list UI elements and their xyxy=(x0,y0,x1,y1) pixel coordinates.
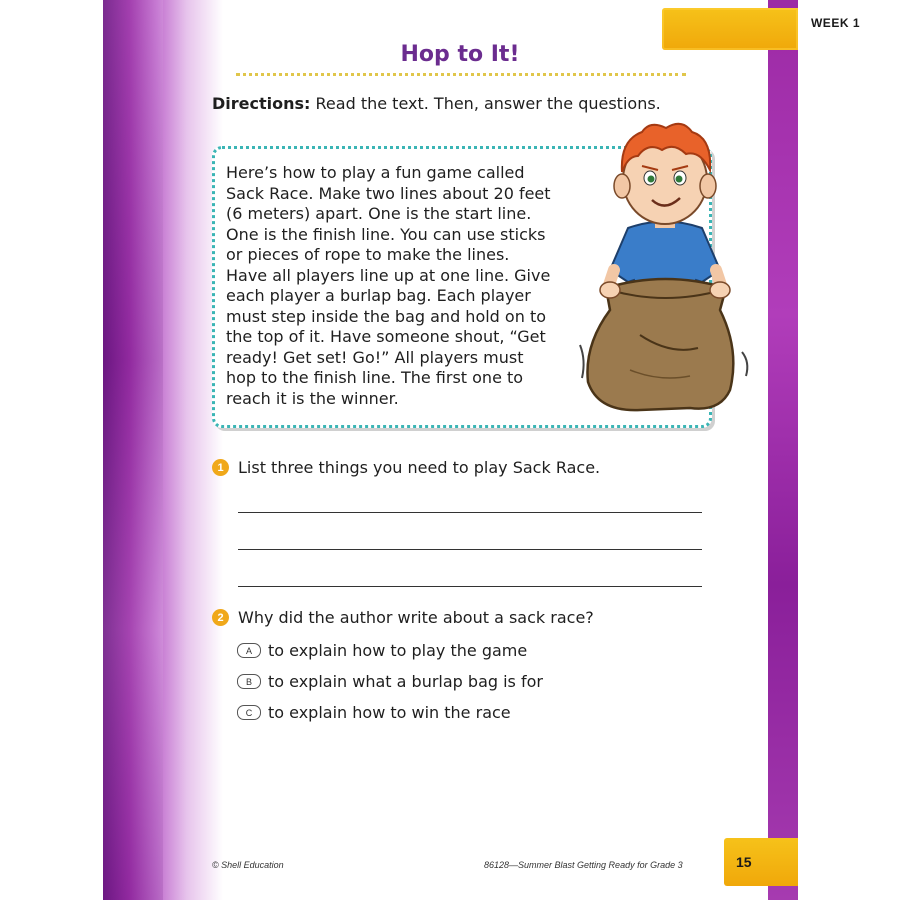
page-number: 15 xyxy=(736,854,752,870)
answer-bubble-c[interactable]: C xyxy=(237,705,261,720)
answer-line-3[interactable] xyxy=(238,586,702,587)
question-1 xyxy=(212,458,600,477)
choice-c-text: to explain how to win the race xyxy=(268,703,511,722)
answer-bubble-b[interactable]: B xyxy=(237,674,261,689)
passage-line: or pieces of rope to make the lines. xyxy=(226,245,510,264)
passage-line: One is the finish line. You can use sticks xyxy=(226,224,546,244)
page-title: Hop to It! xyxy=(400,42,520,67)
passage-line: reach it is the winner. xyxy=(226,388,399,408)
answer-bubble-a[interactable]: A xyxy=(237,643,261,658)
passage-line: Have all players line up at one line. Give xyxy=(226,265,551,285)
choice-b-text: to explain what a burlap bag is for xyxy=(268,672,543,691)
question-2-text: Why did the author write about a sack race? xyxy=(238,608,594,627)
week-label: WEEK 1 xyxy=(810,16,860,30)
boy-in-sack-illustration xyxy=(570,120,760,420)
left-purple-band xyxy=(103,0,223,900)
passage-line: ready! Get set! Go!” All players must xyxy=(226,347,524,367)
directions-text: Read the text. Then, answer the questions. xyxy=(315,94,661,113)
choice-a[interactable] xyxy=(237,641,527,660)
title-divider xyxy=(236,73,686,76)
answer-line-2[interactable] xyxy=(238,549,702,550)
passage xyxy=(226,163,578,409)
directions-label: Directions: xyxy=(212,94,311,113)
question-2 xyxy=(212,608,594,627)
passage-line: each player a burlap bag. Each player xyxy=(226,286,531,305)
passage-line: (6 meters) apart. One is the start line. xyxy=(226,204,532,223)
right-purple-band xyxy=(768,0,798,900)
choice-b[interactable] xyxy=(237,672,543,691)
question-1-text: List three things you need to play Sack Race. xyxy=(238,458,601,477)
passage-line: the top of it. Have someone shout, “Get xyxy=(226,327,546,346)
question-number-badge: 1 xyxy=(212,459,229,476)
passage-line: Here’s how to play a fun game called xyxy=(226,163,525,182)
choice-a-text: to explain how to play the game xyxy=(268,641,528,660)
footer-book-title: 86128—Summer Blast Getting Ready for Grade 3 xyxy=(484,860,683,870)
passage-line: must step inside the bag and hold on to xyxy=(226,306,546,326)
passage-line: Sack Race. Make two lines about 20 feet xyxy=(226,183,551,203)
answer-line-1[interactable] xyxy=(238,512,702,513)
question-number-badge: 2 xyxy=(212,609,229,626)
directions xyxy=(212,94,661,113)
choice-c[interactable] xyxy=(237,703,511,722)
footer-copyright: © Shell Education xyxy=(212,860,284,870)
passage-line: hop to the finish line. The first one to xyxy=(226,368,524,387)
